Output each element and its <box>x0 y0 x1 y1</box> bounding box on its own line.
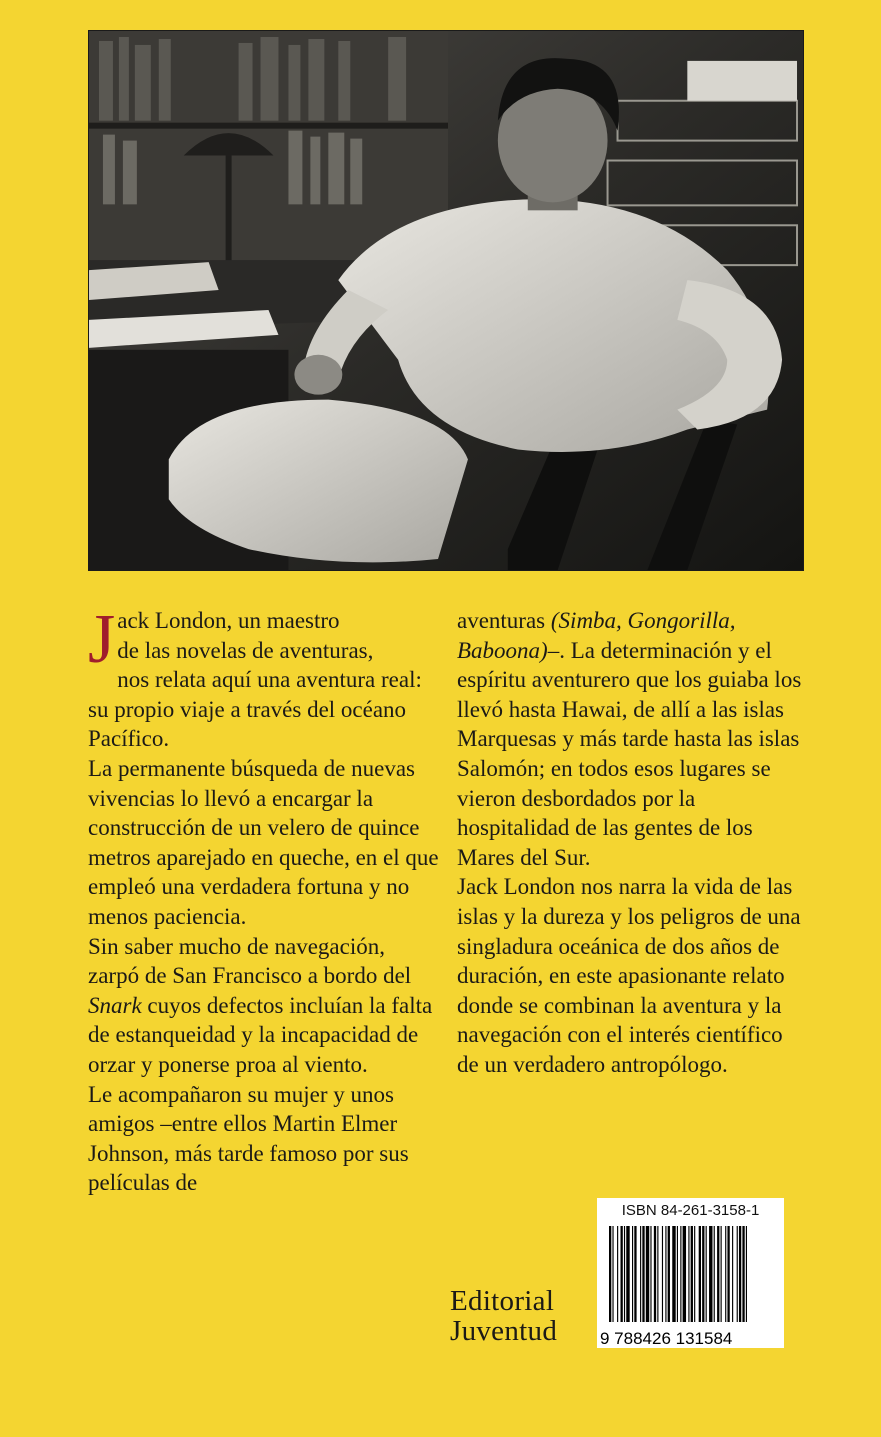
barcode-bar <box>626 1226 629 1322</box>
barcode-graphic <box>597 1224 784 1348</box>
intro-line-1: ack London, un maestro <box>117 608 340 633</box>
barcode-bar <box>691 1226 693 1322</box>
barcode-bar <box>683 1226 686 1322</box>
intro-line-2: de las novelas de aventuras, <box>117 637 374 663</box>
paragraph-intro <box>88 601 440 754</box>
barcode-bar <box>634 1226 636 1322</box>
barcode-bar <box>609 1226 611 1322</box>
adventure-text-b: –. La determinación y el espíritu aventurero que los guiaba los llevó hasta Hawai, de allí a las islas Marquesas y más tarde hasta las islas Salomón; en todos esos lugares se vieron desbordados por la hospitalidad de las gentes de los Mares del Sur. <box>457 637 802 870</box>
isbn-label: ISBN 84-261-3158-1 <box>621 1202 760 1219</box>
barcode-bar <box>702 1226 704 1322</box>
publisher-logo <box>450 1286 590 1346</box>
barcode-bar <box>665 1226 666 1322</box>
barcode-bar <box>612 1226 613 1322</box>
paragraph-summary: Jack London nos narra la vida de las islas y la dureza y los peligros de una singladura oceánica de dos años de duración, en este apasionante relato donde se combinan la aventura y la navegación con el interés científico de un verdadero antropólogo. <box>457 874 801 1077</box>
barcode-bar <box>721 1226 722 1322</box>
voyage-text-b: cuyos defectos incluían la falta de estanqueidad y la incapacidad de orzar y ponerse proa al viento. <box>88 992 433 1077</box>
barcode-bar <box>706 1226 707 1322</box>
paragraph-voyage <box>88 932 440 1080</box>
barcode-bar <box>672 1226 675 1322</box>
paragraph-adventure <box>457 606 809 872</box>
ean-digits: 9 788426 131584 <box>600 1329 733 1348</box>
paragraph-companions: Le acompañaron su mujer y unos amigos –entre ellos Martin Elmer Johnson, más tarde famoso por sus películas de <box>88 1081 409 1196</box>
barcode-bar <box>725 1226 726 1322</box>
publisher-line-1: Editorial <box>450 1285 555 1317</box>
publisher-line-2: Juventud <box>450 1315 558 1347</box>
barcode-bar <box>680 1226 681 1322</box>
barcode-bar <box>746 1226 747 1322</box>
paragraph-search: La permanente búsqueda de nuevas vivencias lo llevó a encargar la construcción de un velero de quince metros aparejado en queche, en el que empleó una verdadera fortuna y no menos paciencia. <box>88 755 439 929</box>
back-cover-text-left <box>88 601 440 1198</box>
portrait-illustration <box>89 31 803 570</box>
barcode-bar <box>650 1226 651 1322</box>
intro-rest: nos relata aquí una aventura real: su propio viaje a través del océano Pacífico. <box>88 667 422 752</box>
barcode-bar <box>654 1226 656 1322</box>
barcode-bar <box>699 1226 701 1322</box>
ship-name: Snark <box>88 992 142 1018</box>
drop-cap: J <box>88 601 116 678</box>
film-titles: (Simba, Gongorilla, Baboona) <box>457 608 736 663</box>
barcode-bar <box>714 1226 715 1322</box>
isbn-barcode <box>597 1198 784 1348</box>
adventure-text-a: aventuras <box>457 608 551 633</box>
barcode-bar <box>662 1226 663 1322</box>
barcode-bar <box>727 1226 729 1322</box>
author-photo <box>88 30 804 571</box>
barcode-bar <box>709 1226 712 1322</box>
barcode-bar <box>657 1226 658 1322</box>
barcode-bar <box>632 1226 633 1322</box>
barcode-bar <box>624 1226 625 1322</box>
barcode-bar <box>742 1226 744 1322</box>
barcode-bar <box>646 1226 649 1322</box>
voyage-text-a: Sin saber mucho de navegación, zarpó de San Francisco a bordo del <box>88 933 412 989</box>
barcode-bar <box>642 1226 644 1322</box>
barcode-bar <box>737 1226 738 1322</box>
barcode-bar <box>621 1226 623 1322</box>
back-cover-text-right <box>457 606 809 1080</box>
barcode-bar <box>617 1226 618 1322</box>
barcode-bar <box>717 1226 719 1322</box>
barcode-bar <box>694 1226 695 1322</box>
barcode-bar <box>732 1226 733 1322</box>
barcode-bar <box>739 1226 741 1322</box>
barcode-bar <box>640 1226 641 1322</box>
barcode-bar <box>677 1226 678 1322</box>
barcode-bar <box>688 1226 689 1322</box>
barcode-bar <box>668 1226 670 1322</box>
